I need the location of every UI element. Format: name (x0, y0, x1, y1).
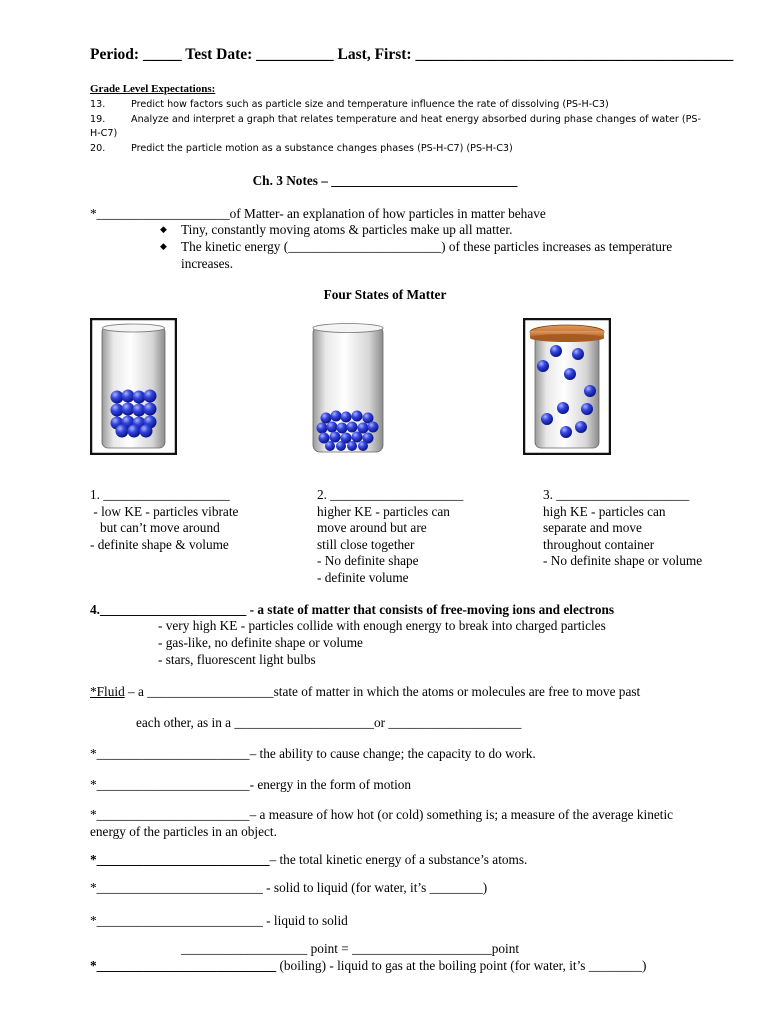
bullet-item: ◆ Tiny, constantly moving atoms & particles make up all matter. (181, 222, 512, 238)
state-3-line: - No definite shape or volume (543, 553, 703, 569)
plasma-item: - stars, fluorescent light bulbs (158, 652, 316, 667)
notes-title[interactable]: Ch. 3 Notes – ____________________________ (252, 173, 518, 188)
thermal-energy-definition[interactable]: *__________________________– the total kinetic energy of a substance’s atoms. (90, 852, 528, 867)
state-2-line: still close together (317, 536, 415, 552)
state-2-line: move around but are (317, 520, 427, 536)
melting-definition[interactable]: *_________________________ - solid to liquid (for water, it’s ________) (90, 880, 488, 895)
gas-beaker-image (523, 318, 611, 455)
state-1-line: but can’t move around (90, 520, 220, 536)
state-3-line: high KE - particles can (543, 503, 666, 519)
energy-definition[interactable]: *_______________________– the ability to cause change; the capacity to do work. (90, 746, 536, 761)
expectation-19: 19. Analyze and interpret a graph that relates temperature and heat energy absorbed during phase changes of water (PS- (90, 114, 701, 125)
bullet-item[interactable]: ◆ The kinetic energy (_______________________) of these particles increases as temperature (181, 239, 672, 255)
state-2-block (317, 487, 463, 587)
kinetic-energy-definition[interactable]: *_______________________- energy in the form of motion (90, 777, 412, 792)
state-2-line: higher KE - particles can (317, 503, 450, 519)
state-3-line: throughout container (543, 536, 655, 552)
kinetic-theory-line[interactable]: *____________________of Matter- an explanation of how particles in matter behave (90, 206, 546, 221)
plasma-line[interactable]: 4.______________________ - a state of matter that consists of free-moving ions and electrons (90, 602, 615, 617)
state-1-block (90, 487, 238, 553)
fluid-term: *Fluid (90, 684, 125, 699)
state-2-line: - No definite shape (317, 553, 419, 569)
freezing-definition[interactable]: *_________________________ - liquid to solid (90, 913, 348, 928)
state-2-line: - definite volume (317, 569, 409, 585)
state-3-blank[interactable]: 3. ____________________ (543, 487, 690, 502)
temperature-definition[interactable]: *_______________________– a measure of how hot (or cold) something is; a measure of the average kinetic (90, 807, 674, 822)
solid-beaker-image (90, 318, 177, 455)
temperature-definition-cont: energy of the particles in an object. (90, 824, 277, 839)
plasma-item: - very high KE - particles collide with enough energy to break into charged particles (158, 618, 606, 633)
fluid-line[interactable]: *Fluid – a ___________________state of matter in which the atoms or molecules are free to move past (90, 684, 641, 699)
liquid-beaker-image (308, 320, 388, 455)
expectation-13: 13. Predict how factors such as particle size and temperature influence the rate of dissolving (PS-H-C3) (90, 99, 609, 110)
state-1-line: - low KE - particles vibrate (90, 503, 239, 519)
state-2-blank[interactable]: 2. ____________________ (317, 487, 464, 502)
expectations-title: Grade Level Expectations: (90, 83, 216, 95)
states-title: Four States of Matter (323, 287, 447, 302)
state-3-line: separate and move (543, 520, 642, 536)
expectation-20: 20. Predict the particle motion as a substance changes phases (PS-H-C7) (PS-H-C3) (90, 143, 513, 154)
fluid-line-2[interactable]: each other, as in a _____________________or ____________________ (136, 715, 522, 730)
point-line[interactable]: ___________________ point = _____________________point (181, 941, 520, 956)
state-3-block (543, 487, 702, 570)
state-1-line: - definite shape & volume (90, 536, 229, 552)
state-1-blank[interactable]: 1. ___________________ (90, 487, 230, 502)
bullet-item-cont: increases. (181, 256, 234, 271)
plasma-item: - gas-like, no definite shape or volume (158, 635, 363, 650)
expectation-19-cont: H-C7) (90, 128, 118, 139)
boiling-definition[interactable]: *___________________________ (boiling) - liquid to gas at the boiling point (for water, it’s ________) (90, 958, 647, 973)
header-line[interactable]: Period: _____ Test Date: __________ Last, First: _________________________________________ (90, 46, 734, 63)
